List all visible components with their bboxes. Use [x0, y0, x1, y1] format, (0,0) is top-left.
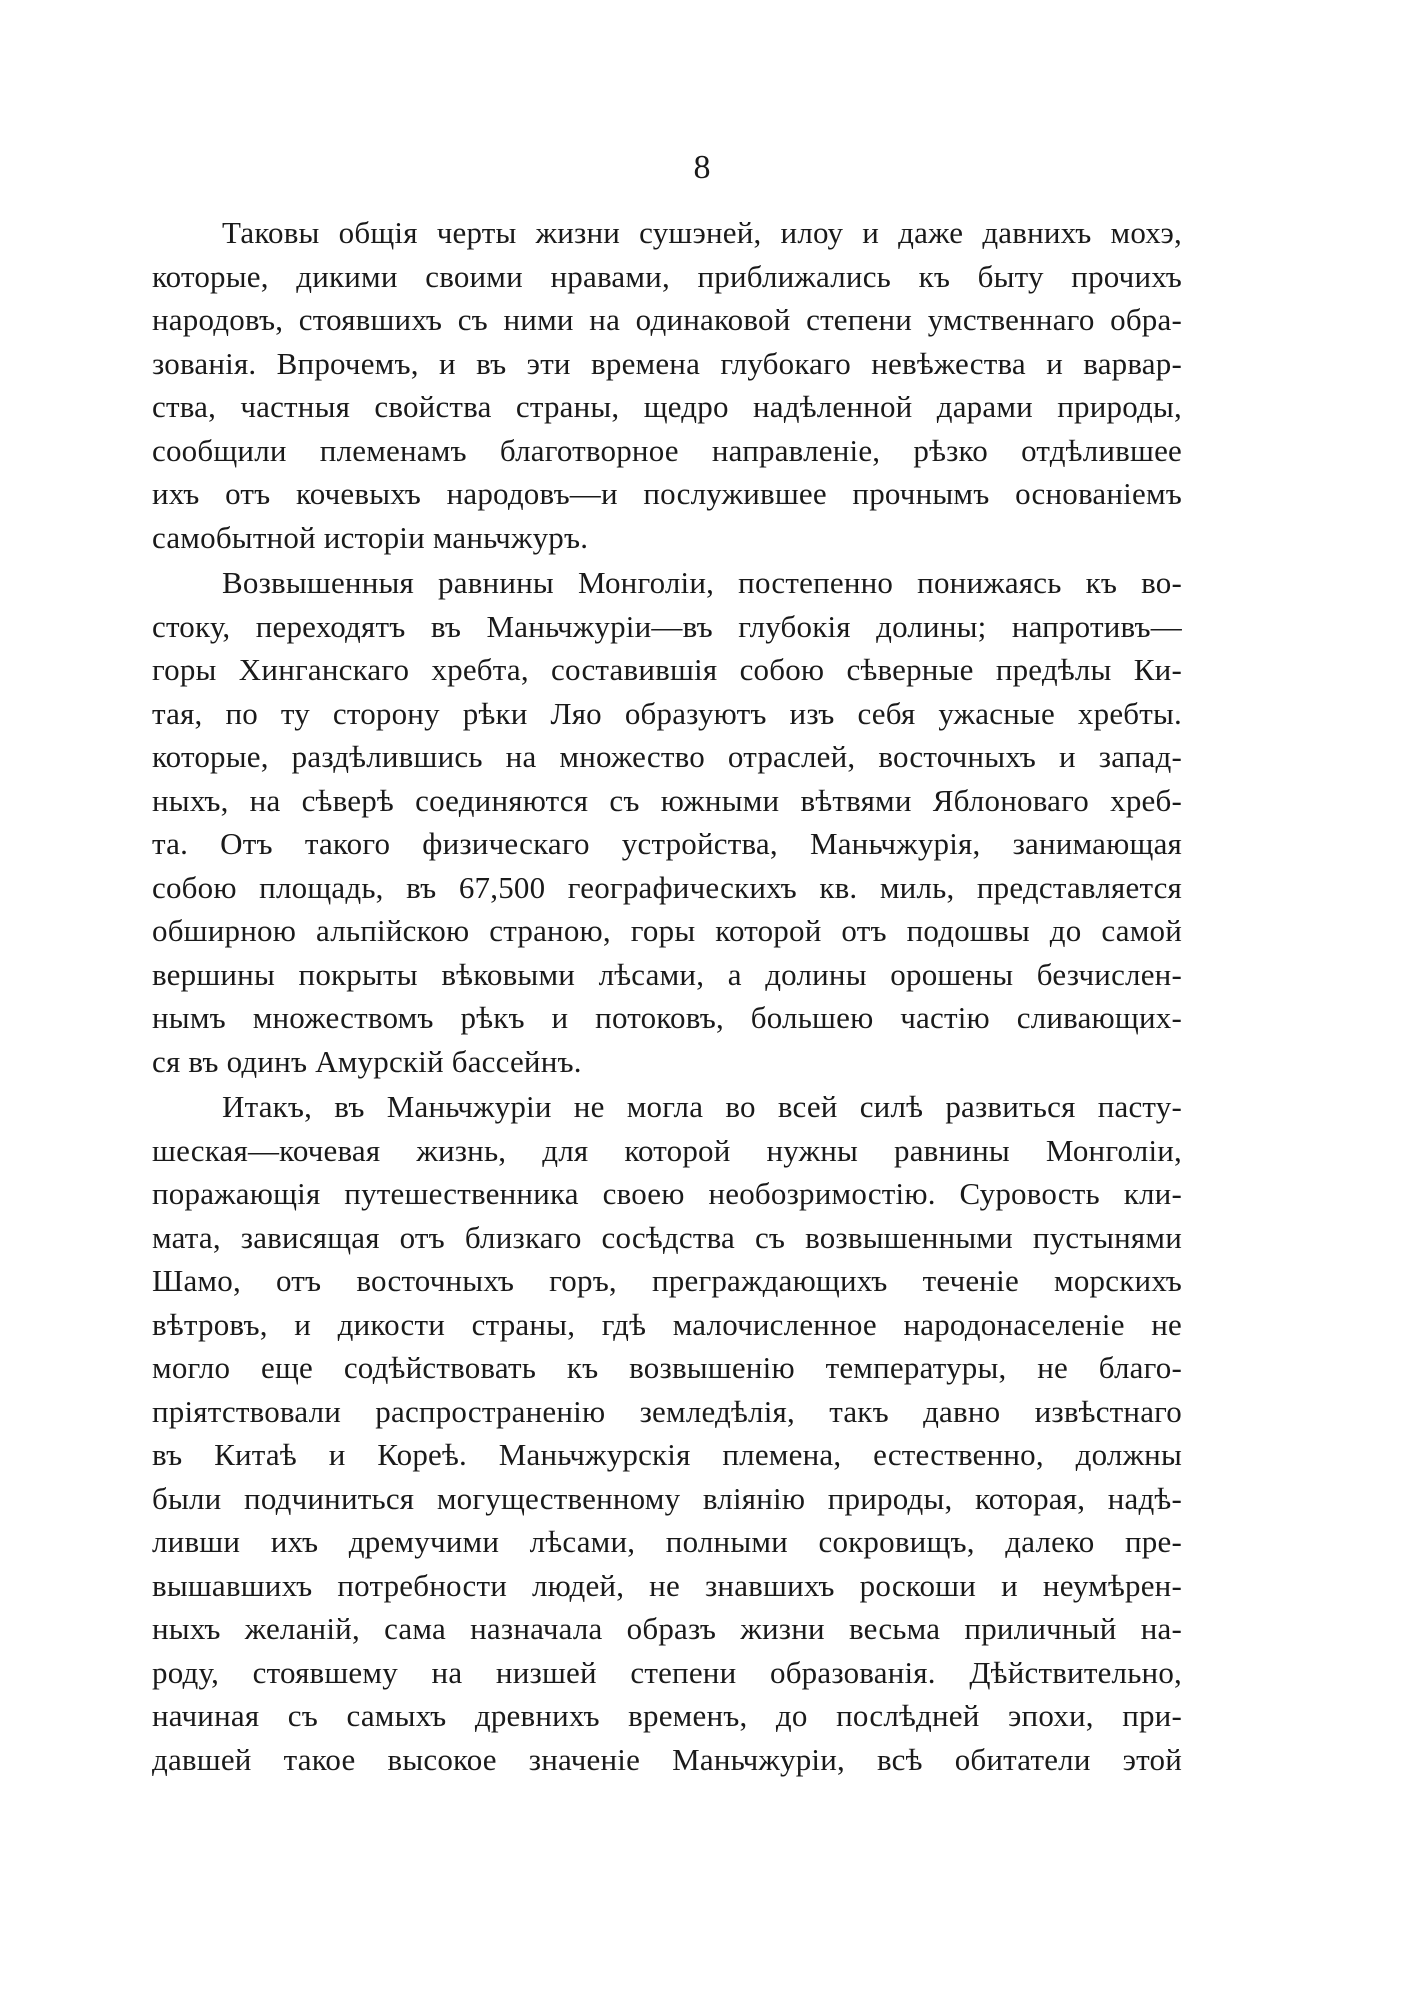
paragraph	[152, 211, 1182, 559]
text-line: ства, частныя свойства страны, щедро надѣленной дарами природы,	[152, 389, 1182, 424]
text-line: ся въ одинъ Амурскій бассейнъ.	[152, 1043, 582, 1079]
text-line: ихъ отъ кочевыхъ народовъ—и послужившее прочнымъ основаніемъ	[152, 476, 1182, 511]
text-line: въ Китаѣ и Кореѣ. Маньчжурскія племена, естественно, должны	[152, 1437, 1182, 1472]
text-line: давшей такое высокое значеніе Маньчжуріи, всѣ обитатели этой	[152, 1741, 1182, 1777]
text-line: могло еще содѣйствовать къ возвышенію температуры, не благо-	[152, 1350, 1182, 1385]
text-line: вѣтровъ, и дикости страны, гдѣ малочисленное народонаселеніе не	[152, 1306, 1182, 1342]
text-line: тая, по ту сторону рѣки Ляо образуютъ изъ себя ужасные хребты.	[152, 695, 1182, 731]
text-line: Итакъ, въ Маньчжуріи не могла во всей силѣ развиться пасту-	[222, 1089, 1182, 1124]
text-line: народовъ, стоявшихъ съ ними на одинаковой степени умственнаго обра-	[152, 302, 1182, 337]
text-line: обширною альпійскою страною, горы которой отъ подошвы до самой	[152, 913, 1182, 948]
paragraph	[152, 561, 1182, 1083]
text-line: были подчиниться могущественному вліянію природы, которая, надѣ-	[152, 1480, 1182, 1516]
text-line: пріятствовали распространенію земледѣлія, такъ давно извѣстнаго	[152, 1393, 1182, 1429]
paragraph	[152, 1085, 1182, 1781]
text-line: ныхъ желаній, сама назначала образъ жизни весьма приличный на-	[152, 1611, 1182, 1646]
text-line: ныхъ, на сѣверѣ соединяются съ южными вѣтвями Яблоноваго хреб-	[152, 782, 1182, 818]
text-line: горы Хинганскаго хребта, составившія собою сѣверные предѣлы Ки-	[152, 652, 1182, 687]
text-line: зованія. Впрочемъ, и въ эти времена глубокаго невѣжества и варвар-	[152, 345, 1182, 381]
text-line: вершины покрыты вѣковыми лѣсами, а долины орошены безчислен-	[152, 956, 1182, 992]
text-line: вышавшихъ потребности людей, не знавшихъ роскоши и неумѣрен-	[152, 1567, 1182, 1603]
text-line: которые, раздѣлившись на множество отраслей, восточныхъ и запад-	[152, 739, 1182, 774]
text-line: которые, дикими своими нравами, приближались къ быту прочихъ	[152, 258, 1182, 294]
text-line: поражающія путешественника своею необозримостію. Суровость кли-	[152, 1176, 1182, 1211]
text-line: та. Отъ такого физическаго устройства, Маньчжурія, занимающая	[152, 826, 1182, 861]
text-line: начиная съ самыхъ древнихъ временъ, до послѣдней эпохи, при-	[152, 1698, 1182, 1733]
text-line: мата, зависящая отъ близкаго сосѣдства съ возвышенными пустынями	[152, 1219, 1182, 1255]
text-line: роду, стоявшему на низшей степени образованія. Дѣйствительно,	[152, 1654, 1182, 1690]
text-line: Шамо, отъ восточныхъ горъ, преграждающихъ теченіе морскихъ	[152, 1263, 1182, 1298]
text-line: Таковы общія черты жизни сушэней, илоу и даже давнихъ мохэ,	[222, 215, 1182, 250]
text-line: собою площадь, въ 67,500 географическихъ кв. миль, представляется	[152, 869, 1182, 905]
page-number: 8	[693, 149, 711, 186]
text-line: Возвышенныя равнины Монголіи, постепенно понижаясь къ во-	[222, 565, 1182, 600]
text-line: ливши ихъ дремучими лѣсами, полными сокровищъ, далеко пре-	[152, 1524, 1182, 1559]
body-text	[152, 211, 1182, 1783]
text-line: нымъ множествомъ рѣкъ и потоковъ, большею частію сливающих-	[152, 1000, 1182, 1035]
text-line: шеская—кочевая жизнь, для которой нужны равнины Монголіи,	[152, 1132, 1182, 1168]
text-line: сообщили племенамъ благотворное направленіе, рѣзко отдѣлившее	[152, 432, 1182, 468]
text-line: самобытной исторіи маньчжуръ.	[152, 519, 589, 555]
text-line: стоку, переходятъ въ Маньчжуріи—въ глубокія долины; напротивъ—	[152, 608, 1182, 644]
